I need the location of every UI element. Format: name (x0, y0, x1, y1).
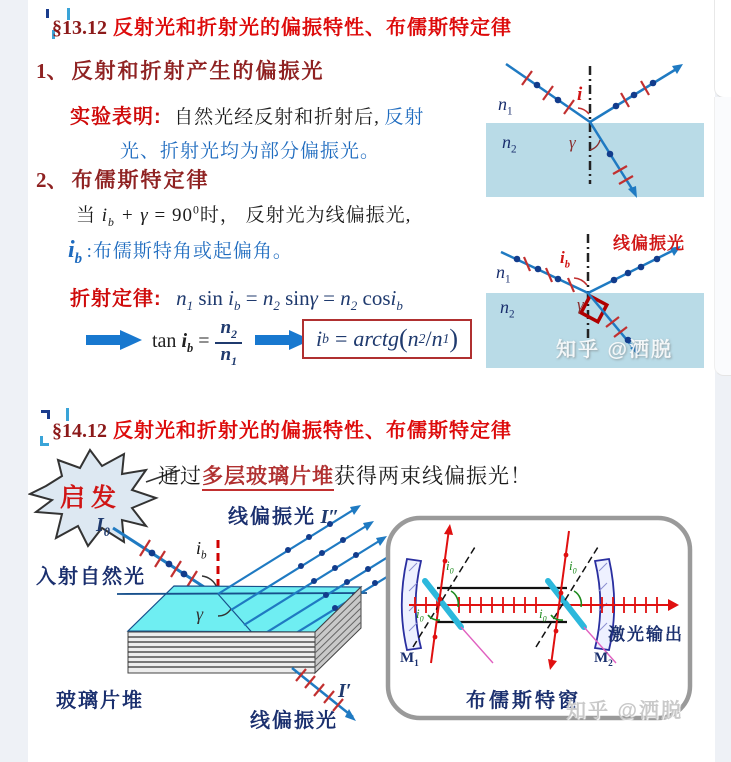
brewster-window-label: 布儒斯特窗 (466, 690, 581, 712)
box-arctg: arctg (353, 326, 399, 351)
artifact-mark (46, 9, 49, 18)
slide1-heading-1 (36, 55, 325, 85)
slide1-title-text: 反射光和折射光的偏振特性、布儒斯特定律 (113, 17, 512, 39)
I-prime-label: I′ (338, 680, 352, 702)
tan-formula (152, 314, 242, 372)
i0-angle-label: $i_0$ (569, 558, 577, 576)
brewster-angle-label: $i_b$ (560, 248, 570, 271)
ib-angle-label: $i_b$ (196, 538, 207, 562)
box-eq: = (334, 326, 348, 351)
medium-n2-region (486, 123, 704, 197)
heading1-text: 反射和折射产生的偏振光 (71, 59, 325, 83)
slide1-title (52, 11, 512, 40)
transmitted-beam-label: 线偏振光 (250, 710, 338, 732)
fraction-n2-n1: $\frac{n_2}{n_1}$ (215, 318, 241, 368)
M1-label: $M_1$ (400, 650, 419, 669)
heading1-number: 1、 (36, 59, 68, 83)
law-label: 折射定律: (70, 288, 162, 310)
def-ib: $i_b$ (68, 237, 83, 267)
cond-post: 时， 反射光为线偏振光, (199, 205, 412, 226)
right-side-card-lower (714, 97, 731, 376)
experiment-blue1: 反射 (384, 107, 425, 128)
i0-angle-label: $i_0$ (539, 606, 547, 624)
cond-ib: $i_b$ (101, 205, 115, 229)
cond-90: $90^0$ (171, 203, 200, 226)
box-i: i (316, 326, 323, 351)
n1-label: $n_1$ (498, 94, 513, 118)
blue-arrow-icon (86, 330, 144, 350)
slide1-image[interactable] (28, 0, 715, 398)
cond-plus: + (120, 205, 135, 226)
incident-light-label: 入射自然光 (36, 566, 146, 588)
experiment-label: 实验表明: (70, 106, 162, 128)
tan-left: $\tan i_b$ = (152, 330, 210, 355)
method-sentence (158, 460, 532, 490)
M2-label: $M_2$ (594, 650, 613, 669)
linear-polarized-label: 线偏振光 (613, 234, 685, 253)
heading2-number: 2、 (36, 168, 68, 192)
box-rp: ) (449, 324, 459, 353)
result-box: i b = arctg ( n 2 / n 1 ) (302, 319, 472, 359)
sentence-emphasis: 多层玻璃片堆 (202, 464, 334, 491)
ib-definition (68, 236, 293, 268)
experiment-line1 (70, 100, 424, 129)
I0-label: $I_0$ (96, 514, 110, 539)
watermark: 知乎 @洒脱 (556, 339, 674, 361)
n2-label: $n_2$ (502, 132, 517, 156)
incident-angle-label: i (577, 84, 583, 105)
slide1-heading-2 (36, 164, 210, 194)
glass-stack-label: 玻璃片堆 (56, 690, 144, 712)
slide2-image[interactable] (28, 398, 715, 762)
cond-pre: 当 (76, 205, 97, 226)
diagram-partial-polarization (486, 52, 704, 220)
slide1-section-number: §13.12 (52, 17, 107, 39)
def-text: :布儒斯特角或起偏角。 (86, 241, 293, 262)
i0-angle-label: $i_0$ (446, 558, 454, 576)
refraction-angle-label: γ (569, 133, 576, 152)
laser-output-label: 激光输出 (608, 625, 684, 644)
watermark: 知乎 @洒脱 (566, 700, 684, 722)
brewster-condition (76, 200, 411, 230)
inspiration-badge: 启发 (60, 484, 123, 512)
law-formula: $n_1$ $\sin i_b = n_2$ $\sin\gamma = n_2$ cosi$_b$ (176, 286, 403, 314)
n1-label: $n_1$ (496, 262, 511, 286)
sentence-post: 获得两束线偏振光！ (334, 464, 532, 488)
refraction-angle-label: γ (577, 295, 584, 314)
box-lp: ( (398, 324, 408, 353)
refraction-law (70, 282, 403, 314)
slide2-section-number: §14.12 (52, 420, 107, 442)
heading2-text: 布儒斯特定律 (71, 168, 210, 192)
right-side-card (714, 0, 731, 98)
reflected-beam-label: 线偏振光 I″ (228, 506, 340, 528)
reflected-ray-linear (588, 249, 676, 293)
experiment-blue2: 光、折射光均为部分偏振光。 (120, 141, 381, 162)
i0-angle-label: $i_0$ (416, 606, 424, 624)
n2-label: $n_2$ (500, 297, 515, 321)
gamma-angle-label: γ (196, 604, 204, 624)
cond-gamma: γ (140, 205, 149, 226)
cond-eq: = (154, 205, 167, 226)
slide2-title-text: 反射光和折射光的偏振特性、布儒斯特定律 (113, 420, 512, 442)
slide2-title (52, 414, 512, 443)
experiment-text: 自然光经反射和折射后, (174, 107, 380, 128)
sentence-pre: 通过 (158, 464, 202, 488)
artifact-mark (47, 410, 50, 419)
